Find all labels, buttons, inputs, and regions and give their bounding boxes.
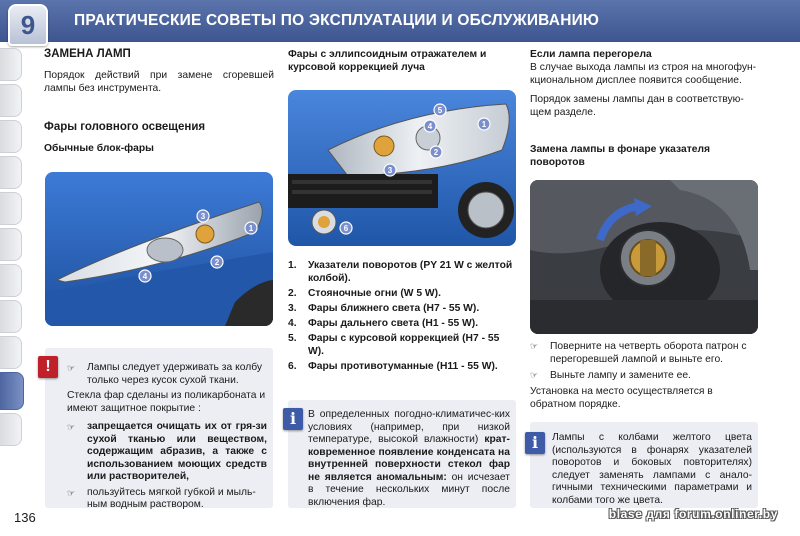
reinstall-text: Установка на место осуществляется в обратном порядке. — [530, 386, 713, 410]
list-item: 3. Фары ближнего света (H7 - 55 W). — [288, 303, 480, 314]
overheat-text-2: Порядок замены лампы дан в соответствую-щем разделе. — [530, 94, 744, 118]
ellipsoid-headlight-photo — [288, 90, 516, 246]
page-header — [0, 0, 800, 42]
ellipsoid-headlights-title: Фары с эллипсоидным отражателем и курсовой коррекцией луча — [288, 49, 487, 73]
yellow-bulb-info-box: Лампы с колбами желтого цвета (используются в фонарях указателей поворотов и боковых повторителях) следует заменять лампами с анало-гичными техническими параметрами и колбами того же цвета. — [530, 422, 758, 508]
pointing-hand-icon: ☞ — [530, 341, 539, 351]
chapter-tab[interactable] — [0, 228, 22, 261]
callout-2: 2 — [214, 258, 220, 267]
chapter-tab[interactable] — [0, 84, 22, 117]
chapter-tab[interactable] — [0, 192, 22, 225]
standard-headlights-title: Обычные блок-фары — [44, 143, 154, 154]
warning-text: Стекла фар сделаны из поликарбоната и имеют защитное покрытие : — [67, 390, 266, 414]
instruction-bullet: ☞ Выньте лампу и замените ее. — [530, 370, 691, 381]
intro-text: Порядок действий при замене сгоревшей лампы без инструмента. — [44, 70, 274, 94]
chapter-tab[interactable] — [0, 48, 22, 81]
list-item: 2. Стояночные огни (W 5 W). — [288, 288, 441, 299]
list-item: 4. Фары дальнего света (H1 - 55 W). — [288, 318, 479, 329]
indicator-title: Замена лампы в фонаре указателя поворотов — [530, 144, 711, 168]
pointing-hand-icon: ☞ — [67, 363, 76, 373]
warning-bullet: ☞ запрещается очищать их от гря-зи сухой тканью или веществом, содержащим абразив, а также с использованием моющих средств или растворителей, — [67, 421, 267, 482]
callout-5: 5 — [437, 106, 443, 115]
column-right — [530, 48, 760, 169]
warning-bullet: ☞ Лампы следует удерживать за колбу только через кусок сухой ткани. — [67, 362, 263, 386]
chapter-tabs — [0, 48, 22, 449]
list-item: 5. Фары с курсовой коррекцией (H7 - 55 W). — [288, 333, 500, 357]
callout-4: 4 — [142, 272, 148, 281]
callout-6: 6 — [343, 224, 349, 233]
page-number: 136 — [14, 510, 36, 525]
overheat-title: Если лампа перегорела — [530, 49, 652, 60]
condensation-info-box: В определенных погодно-климатичес-ких условиях (например, при низкой температуре, высокой влажности) крат-ковременное появление конденсата на внутренней поверхности стекол фар не является аномальным: он исчезает в течение нескольких минут после включения фар. — [288, 400, 516, 508]
callout-3: 3 — [387, 166, 393, 175]
indicator-instructions — [530, 340, 758, 411]
headlights-title: Фары головного освещения — [44, 121, 206, 133]
indicator-socket-photo — [530, 180, 758, 334]
pointing-hand-icon: ☞ — [67, 422, 76, 432]
chapter-badge: 9 — [8, 4, 48, 46]
chapter-tab[interactable] — [0, 300, 22, 333]
chapter-tab[interactable] — [0, 413, 22, 446]
section-title: ЗАМЕНА ЛАМП — [44, 48, 131, 60]
callout-4: 4 — [427, 122, 433, 131]
warning-icon: ! — [38, 356, 58, 378]
header-title: ПРАКТИЧЕСКИЕ СОВЕТЫ ПО ЭКСПЛУАТАЦИИ И ОБСЛУЖИВАНИЮ — [74, 12, 600, 29]
watermark: blase для forum.onliner.by — [608, 507, 778, 521]
pointing-hand-icon: ☞ — [530, 370, 539, 380]
warning-bullet: ☞ пользуйтесь мягкой губкой и мыль-ным водным раствором. — [67, 486, 256, 510]
list-item: 1. Указатели поворотов (PY 21 W с желтой колбой). — [288, 260, 513, 284]
column-left — [44, 48, 274, 155]
info-icon: i — [283, 408, 303, 430]
bulb-list — [288, 259, 516, 375]
callout-1: 1 — [248, 224, 254, 233]
column-middle — [288, 48, 516, 74]
standard-headlight-photo — [45, 172, 273, 326]
chapter-tab-active[interactable] — [0, 372, 24, 410]
callout-2: 2 — [433, 148, 439, 157]
chapter-tab[interactable] — [0, 120, 22, 153]
pointing-hand-icon: ☞ — [67, 487, 76, 498]
info-icon: i — [525, 432, 545, 454]
callout-1: 1 — [481, 120, 487, 129]
warning-box — [45, 348, 273, 508]
overheat-text-1: В случае выхода лампы из строя на многофун-кциональном дисплее появится сообщение. — [530, 62, 757, 86]
chapter-tab[interactable] — [0, 336, 22, 369]
instruction-bullet: ☞ Поверните на четверть оборота патрон с перегоревшей лампой и выньте его. — [530, 341, 747, 365]
callout-3: 3 — [200, 212, 206, 221]
list-item: 6. Фары противотуманные (H11 - 55 W). — [288, 361, 498, 372]
chapter-tab[interactable] — [0, 264, 22, 297]
chapter-tab[interactable] — [0, 156, 22, 189]
